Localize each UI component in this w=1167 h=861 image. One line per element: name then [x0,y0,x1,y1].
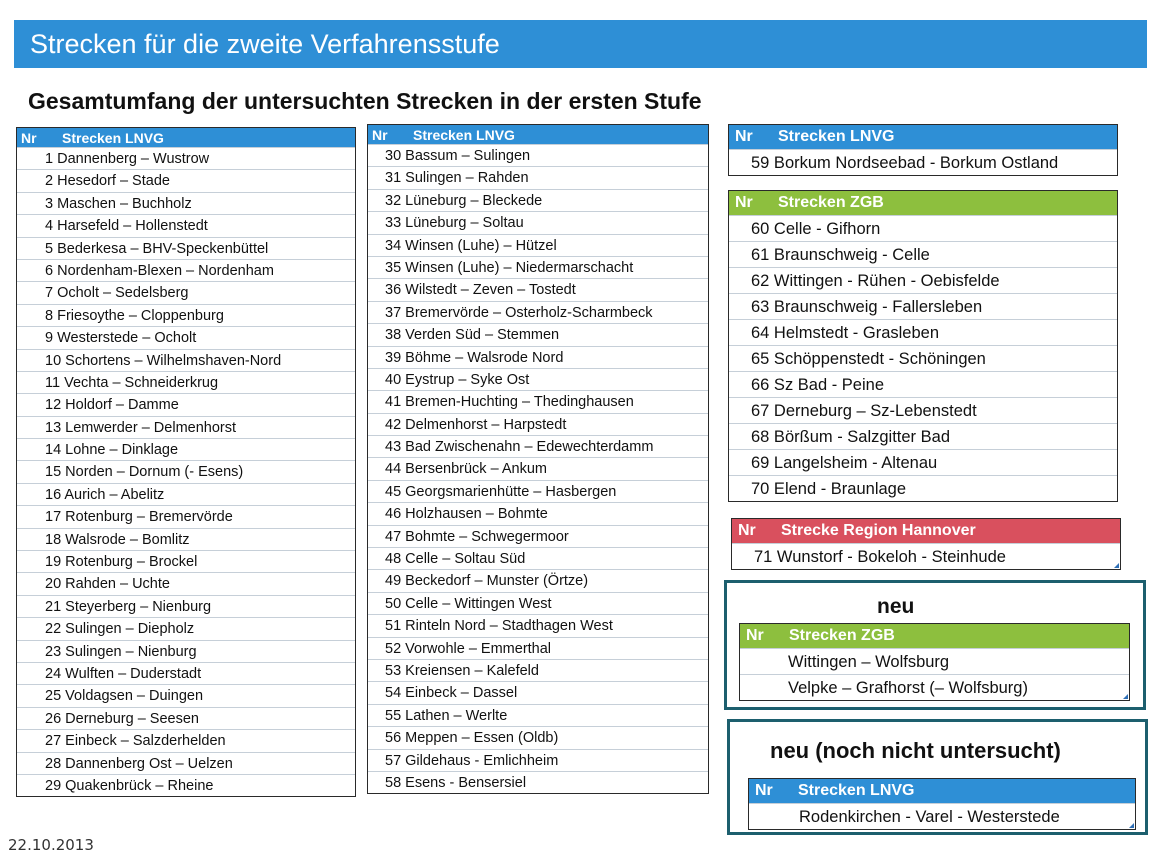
table-row: 14 Lohne – Dinklage [17,438,355,460]
nr-header: Nr [755,782,773,799]
table-row: 12 Holdorf – Damme [17,393,355,415]
table-header [740,624,1129,648]
slide-title: Strecken für die zweite Verfahrensstufe [14,20,1147,68]
table-header [729,125,1117,149]
table-row: 40 Eystrup – Syke Ost [368,368,708,390]
table-row: 69 Langelsheim - Altenau [729,449,1117,475]
table-zgb [728,190,1118,502]
nr-header: Nr [735,194,753,211]
table-row: 21 Steyerberg – Nienburg [17,595,355,617]
table-row: 64 Helmstedt - Grasleben [729,319,1117,345]
table-row: 60 Celle - Gifhorn [729,215,1117,241]
table-row: 51 Rinteln Nord – Stadthagen West [368,614,708,636]
table-header [729,191,1117,215]
neu-not-examined-box [727,719,1148,835]
table-row: 55 Lathen – Werlte [368,704,708,726]
table-row: 11 Vechta – Schneiderkrug [17,371,355,393]
table-row: 47 Bohmte – Schwegermoor [368,525,708,547]
table-neu-zgb [739,623,1130,701]
table-header [368,125,708,144]
table-row: 17 Rotenburg – Bremervörde [17,505,355,527]
table-lnvg-30-58 [367,124,709,794]
table-row: 54 Einbeck – Dassel [368,681,708,703]
strecken-header: Strecke Region Hannover [781,522,976,539]
table-row: 2 Hesedorf – Stade [17,169,355,191]
strecken-header: Strecken LNVG [798,782,915,799]
table-row: 71 Wunstorf - Bokeloh - Steinhude [732,543,1120,569]
table-row: 57 Gildehaus - Emlichheim [368,749,708,771]
strecken-header: Strecken LNVG [778,128,895,145]
resize-handle-icon [1123,694,1128,699]
table-row: 29 Quakenbrück – Rheine [17,774,355,796]
table-rows [368,144,708,793]
table-row: 36 Wilstedt – Zeven – Tostedt [368,278,708,300]
table-row: 59 Borkum Nordseebad - Borkum Ostland [729,149,1117,175]
table-rows [729,215,1117,501]
table-row: 1 Dannenberg – Wustrow [17,147,355,169]
table-row: 4 Harsefeld – Hollenstedt [17,214,355,236]
table-row: 9 Westerstede – Ocholt [17,326,355,348]
nr-header: Nr [735,128,753,145]
nr-header: Nr [21,129,37,146]
table-row: 43 Bad Zwischenahn – Edewechterdamm [368,435,708,457]
table-row: 48 Celle – Soltau Süd [368,547,708,569]
table-row: 58 Esens - Bensersiel [368,771,708,793]
table-row: 68 Börßum - Salzgitter Bad [729,423,1117,449]
resize-handle-icon [1129,823,1134,828]
table-row: 38 Verden Süd – Stemmen [368,323,708,345]
table-row: Velpke – Grafhorst (– Wolfsburg) [740,674,1129,700]
table-row: 56 Meppen – Essen (Oldb) [368,726,708,748]
table-row: 39 Böhme – Walsrode Nord [368,346,708,368]
table-row: 18 Walsrode – Bomlitz [17,528,355,550]
table-row: 49 Beckedorf – Munster (Örtze) [368,569,708,591]
table-neu-lnvg [748,778,1136,830]
table-lnvg-1-29 [16,127,356,797]
strecken-header: Strecken LNVG [413,126,515,143]
table-row: 53 Kreiensen – Kalefeld [368,659,708,681]
neu-title: neu [877,595,915,618]
table-row: 5 Bederkesa – BHV-Speckenbüttel [17,237,355,259]
table-row: 7 Ocholt – Sedelsberg [17,281,355,303]
table-row: Rodenkirchen - Varel - Westerstede [749,803,1135,829]
strecken-header: Strecken LNVG [62,129,164,146]
table-rows [732,543,1120,569]
table-header [17,128,355,147]
table-row: 25 Voldagsen – Duingen [17,684,355,706]
table-row: 50 Celle – Wittingen West [368,592,708,614]
table-row: 10 Schortens – Wilhelmshaven-Nord [17,349,355,371]
table-row: 22 Sulingen – Diepholz [17,617,355,639]
table-lnvg-59 [728,124,1118,176]
table-row: 19 Rotenburg – Brockel [17,550,355,572]
table-row: 41 Bremen-Huchting – Thedinghausen [368,390,708,412]
table-row: 63 Braunschweig - Fallersleben [729,293,1117,319]
table-row: 16 Aurich – Abelitz [17,483,355,505]
table-row: 65 Schöppenstedt - Schöningen [729,345,1117,371]
table-row: 52 Vorwohle – Emmerthal [368,637,708,659]
nr-header: Nr [738,522,756,539]
table-row: 28 Dannenberg Ost – Uelzen [17,752,355,774]
table-row: 8 Friesoythe – Cloppenburg [17,304,355,326]
table-row: 44 Bersenbrück – Ankum [368,457,708,479]
slide-date: 22.10.2013 [8,836,94,854]
table-row: 26 Derneburg – Seesen [17,707,355,729]
table-row: 70 Elend - Braunlage [729,475,1117,501]
table-header [749,779,1135,803]
resize-handle-icon [1114,563,1119,568]
table-rows [749,803,1135,829]
table-row: 37 Bremervörde – Osterholz-Scharmbeck [368,301,708,323]
table-row: 3 Maschen – Buchholz [17,192,355,214]
strecken-header: Strecken ZGB [778,194,884,211]
table-row: 66 Sz Bad - Peine [729,371,1117,397]
table-rows [729,149,1117,175]
table-header [732,519,1120,543]
table-row: 23 Sulingen – Nienburg [17,640,355,662]
table-row: 30 Bassum – Sulingen [368,144,708,166]
table-row: 15 Norden – Dornum (- Esens) [17,460,355,482]
neu-not-examined-title: neu (noch nicht untersucht) [770,738,1061,763]
table-row: 46 Holzhausen – Bohmte [368,502,708,524]
table-row: 45 Georgsmarienhütte – Hasbergen [368,480,708,502]
nr-header: Nr [746,627,764,644]
table-row: 20 Rahden – Uchte [17,572,355,594]
table-row: 32 Lüneburg – Bleckede [368,189,708,211]
table-row: 62 Wittingen - Rühen - Oebisfelde [729,267,1117,293]
table-rows [17,147,355,796]
strecken-header: Strecken ZGB [789,627,895,644]
slide-subtitle: Gesamtumfang der untersuchten Strecken in der ersten Stufe [28,88,702,114]
neu-box [724,580,1146,710]
table-row: 31 Sulingen – Rahden [368,166,708,188]
nr-header: Nr [372,126,388,143]
table-row: Wittingen – Wolfsburg [740,648,1129,674]
table-row: 34 Winsen (Luhe) – Hützel [368,234,708,256]
table-row: 6 Nordenham-Blexen – Nordenham [17,259,355,281]
table-row: 42 Delmenhorst – Harpstedt [368,413,708,435]
table-row: 35 Winsen (Luhe) – Niedermarschacht [368,256,708,278]
table-row: 13 Lemwerder – Delmenhorst [17,416,355,438]
table-region-hannover [731,518,1121,570]
table-row: 24 Wulften – Duderstadt [17,662,355,684]
table-row: 27 Einbeck – Salzderhelden [17,729,355,751]
table-row: 67 Derneburg – Sz-Lebenstedt [729,397,1117,423]
table-row: 33 Lüneburg – Soltau [368,211,708,233]
table-rows [740,648,1129,700]
table-row: 61 Braunschweig - Celle [729,241,1117,267]
